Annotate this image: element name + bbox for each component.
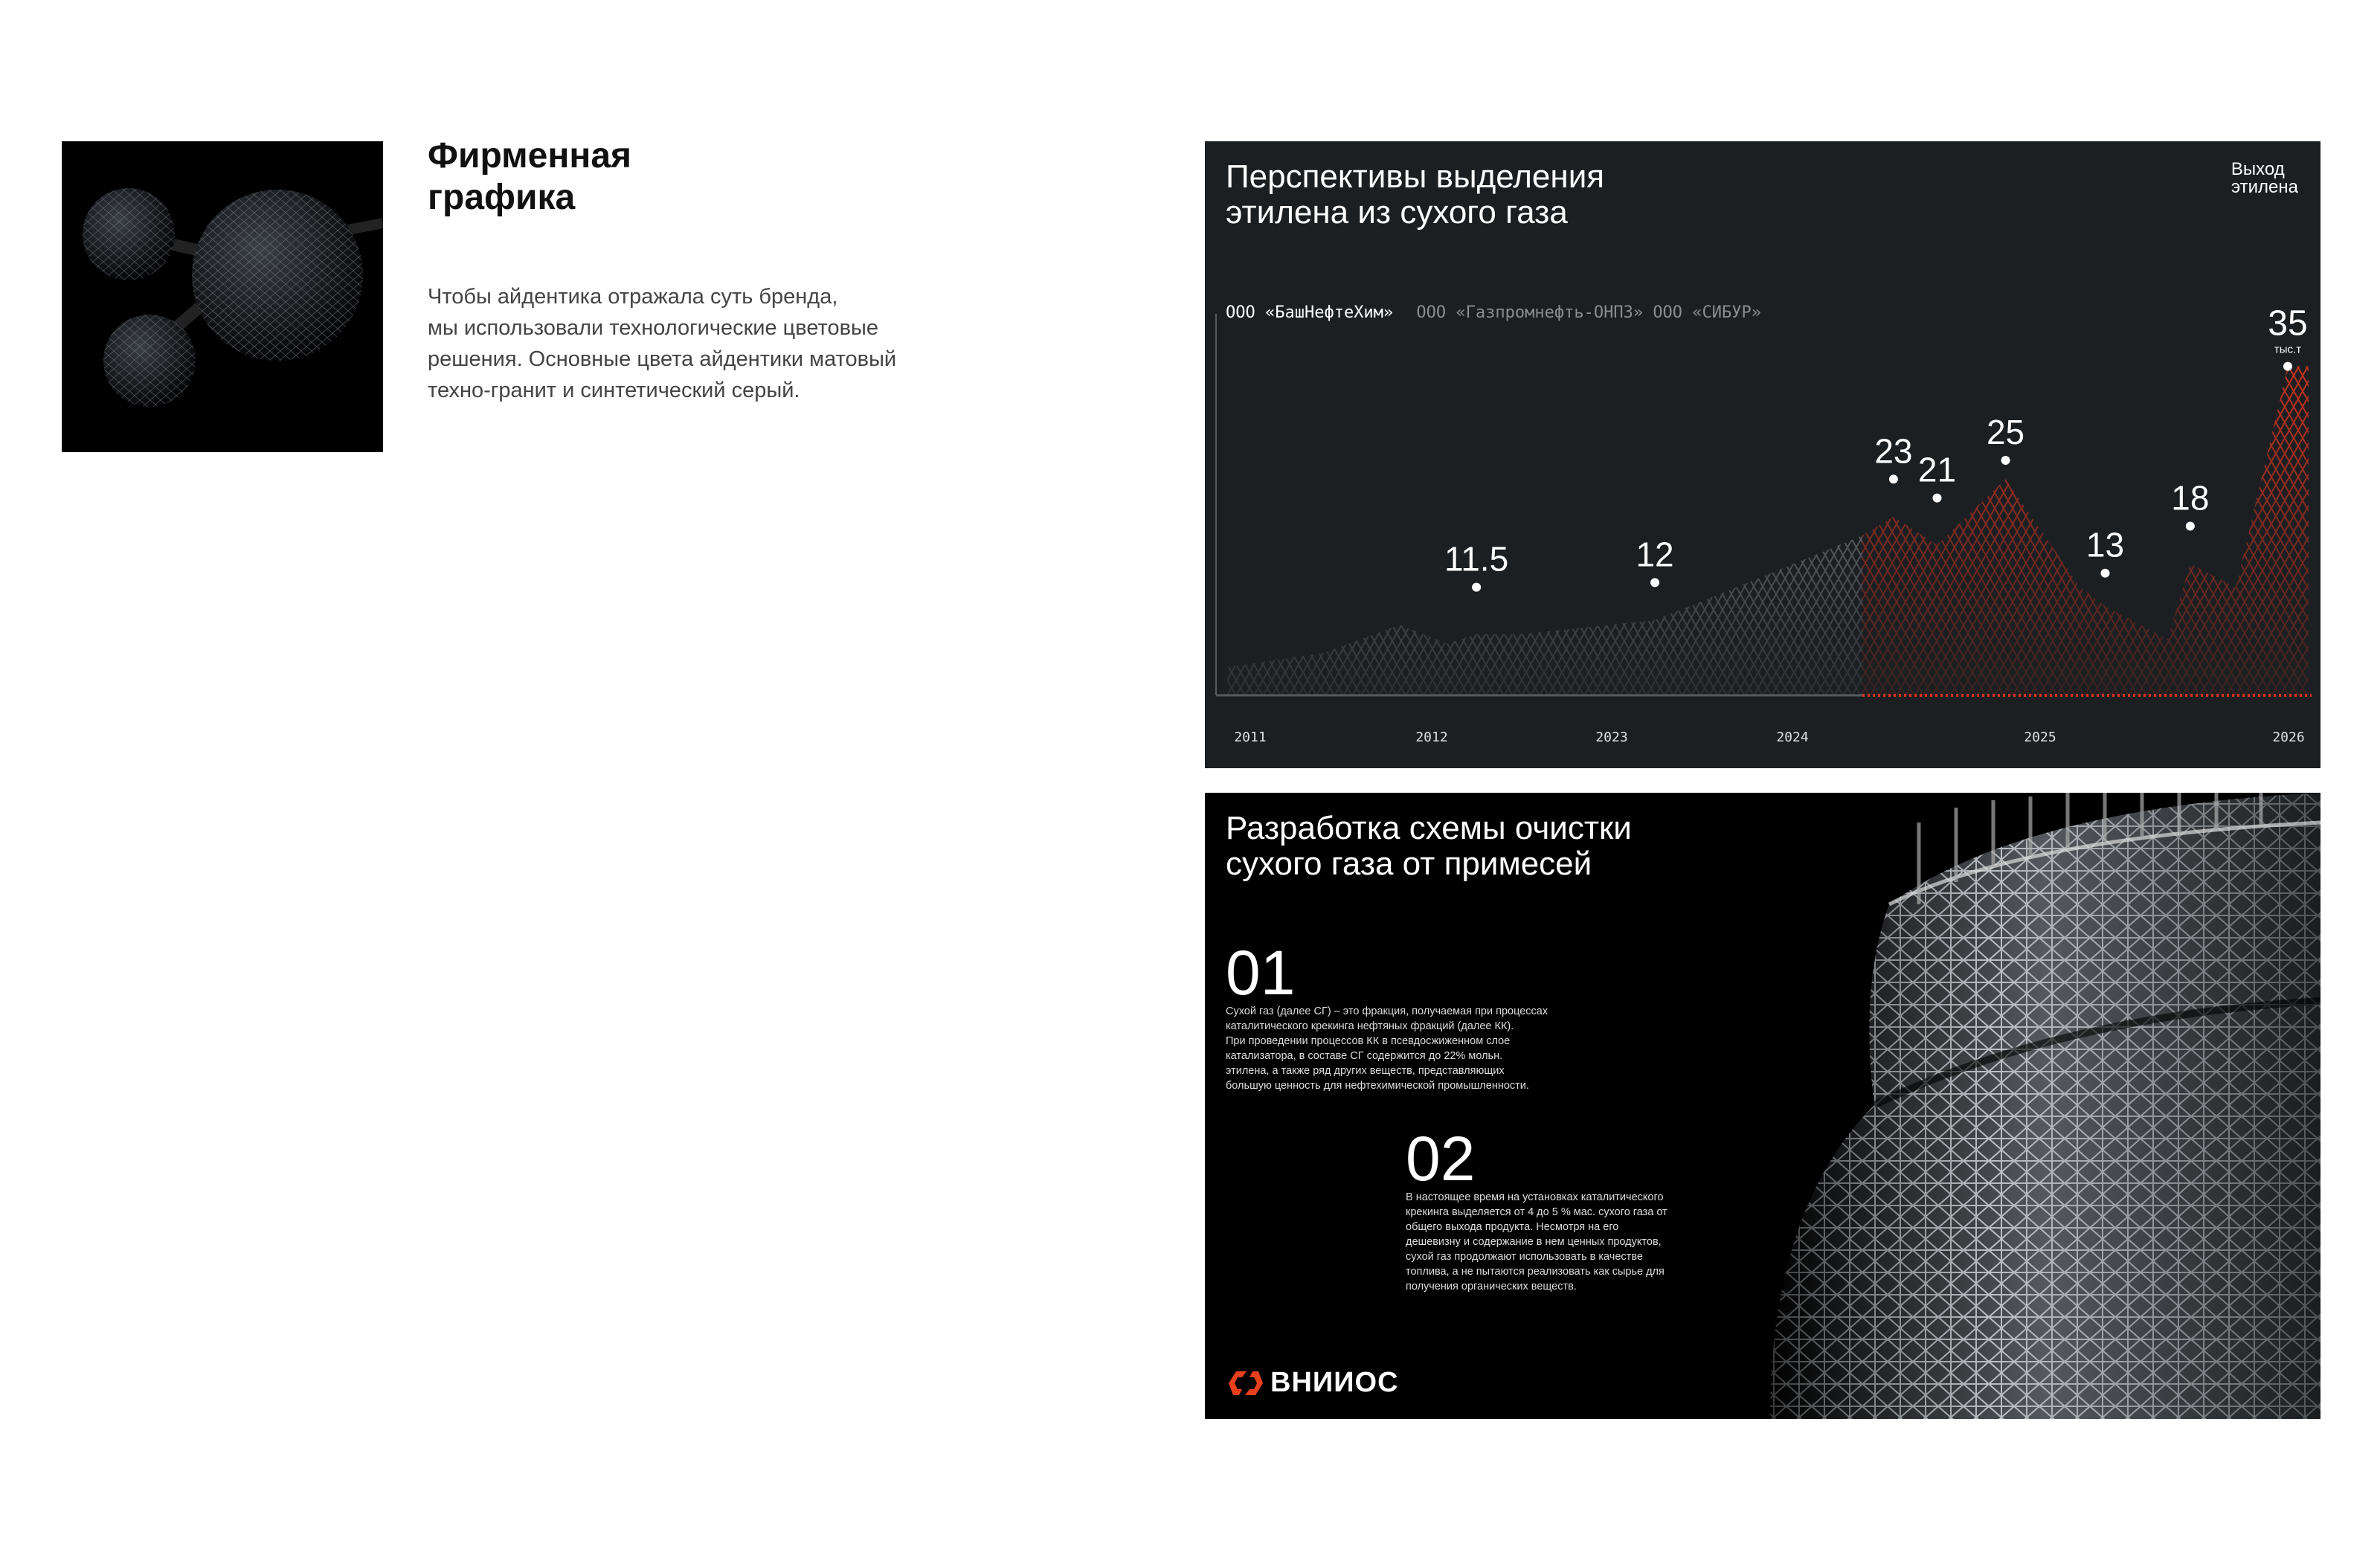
data-label: 12 bbox=[1636, 535, 1674, 574]
text-line: Сухой газ (далее СГ) – это фракция, получаемая при процессах bbox=[1226, 1005, 1548, 1017]
unit-label: тыс.т bbox=[2274, 343, 2302, 356]
data-label: 35 bbox=[2268, 303, 2308, 344]
x-tick-label: 2024 bbox=[1776, 730, 1809, 745]
heading-line: Фирменная bbox=[428, 136, 632, 176]
point-number: 02 bbox=[1406, 1124, 1476, 1194]
title-line: Перспективы выделения bbox=[1226, 158, 1605, 195]
paragraph-line: мы использовали технологические цветовые bbox=[428, 316, 878, 340]
yield-line: Выход bbox=[2231, 159, 2285, 179]
x-tick-label: 2012 bbox=[1415, 730, 1448, 745]
text-line: При проведении процессов КК в псевдосжиженном слое bbox=[1226, 1035, 1511, 1047]
chart-title bbox=[1226, 159, 1746, 231]
chart-legend bbox=[1226, 303, 1775, 322]
paragraph-line: техно-гранит и синтетический серый. bbox=[428, 379, 800, 402]
x-tick-label: 2026 bbox=[2272, 730, 2305, 745]
heading-line: графика bbox=[428, 178, 576, 217]
tower-photo bbox=[1205, 793, 2320, 1419]
data-point bbox=[2283, 362, 2292, 371]
text-line: общего выхода продукта. Несмотря на его bbox=[1406, 1221, 1619, 1233]
data-point bbox=[1472, 583, 1481, 592]
title-line: этилена из сухого газа bbox=[1226, 194, 1568, 231]
area-chart bbox=[1205, 141, 2320, 768]
vniios-logo bbox=[1227, 1367, 1399, 1399]
legend-item-bashneftekhim[interactable]: ООО «БашНефтеХим» bbox=[1226, 303, 1394, 322]
data-point bbox=[1650, 578, 1659, 587]
data-point bbox=[2001, 456, 2010, 465]
yield-label bbox=[2231, 161, 2298, 196]
data-label: 25 bbox=[1986, 413, 2025, 452]
text-line: крекинга выделяется от 4 до 5 % мас. сухого газа от bbox=[1406, 1206, 1667, 1218]
legend-item-gazpromneft[interactable]: ООО «Газпромнефть-ОНПЗ» bbox=[1416, 303, 1644, 322]
text-line: каталитического крекинга нефтяных фракций (далее КК). bbox=[1226, 1020, 1514, 1032]
point-01 bbox=[1226, 938, 1548, 1093]
paragraph-line: Чтобы айдентика отражала суть бренда, bbox=[428, 285, 838, 309]
ethylene-chart-card bbox=[1205, 141, 2320, 768]
molecule-graphic-image bbox=[62, 141, 383, 452]
point-number: 01 bbox=[1226, 938, 1296, 1008]
text-line: топлива, а не пытаются реализовать как сырье для bbox=[1406, 1266, 1665, 1278]
title-line: сухого газа от примесей bbox=[1226, 846, 1592, 882]
data-label: 21 bbox=[1917, 450, 1957, 489]
data-point bbox=[1889, 474, 1898, 483]
text-line: В настоящее время на установках каталитического bbox=[1406, 1191, 1664, 1203]
data-label: 18 bbox=[2171, 478, 2210, 518]
text-line: этилена, а также ряд других веществ, представляющих bbox=[1226, 1065, 1505, 1077]
data-label: 13 bbox=[2085, 525, 2125, 564]
x-tick-label: 2011 bbox=[1234, 730, 1267, 745]
card-title bbox=[1226, 811, 1746, 882]
section-heading bbox=[428, 135, 725, 219]
x-tick-label: 2025 bbox=[2024, 730, 2056, 745]
legend-item-sibur[interactable]: ООО «СИБУР» bbox=[1653, 303, 1762, 322]
paragraph-line: решения. Основные цвета айдентики матовый bbox=[428, 347, 897, 371]
intro-paragraph bbox=[428, 281, 948, 406]
text-line: катализатора, в составе СГ содержится до 22% мольн. bbox=[1226, 1050, 1503, 1062]
data-label: 11.5 bbox=[1444, 539, 1509, 579]
data-point bbox=[2186, 522, 2195, 531]
point-text bbox=[1406, 1190, 1667, 1294]
point-text bbox=[1226, 1004, 1548, 1093]
data-point bbox=[2100, 569, 2109, 578]
data-point bbox=[1932, 494, 1941, 503]
text-line: дешевизну и содержание в нем ценных продуктов, bbox=[1406, 1236, 1662, 1248]
x-tick-label: 2023 bbox=[1595, 730, 1628, 745]
data-label: 23 bbox=[1874, 431, 1913, 471]
text-line: большую ценность для нефтехимической промышленности. bbox=[1226, 1080, 1529, 1092]
logo-text: ВНИИОС bbox=[1270, 1367, 1399, 1398]
title-line: Разработка схемы очистки bbox=[1226, 810, 1632, 846]
yield-line: этилена bbox=[2231, 177, 2298, 197]
point-02 bbox=[1406, 1124, 1667, 1294]
text-line: получения органических веществ. bbox=[1406, 1281, 1577, 1293]
text-line: сухой газ продолжают использовать в качестве bbox=[1406, 1251, 1643, 1263]
logo-icon bbox=[1227, 1368, 1264, 1398]
gas-cleaning-card bbox=[1205, 793, 2320, 1419]
